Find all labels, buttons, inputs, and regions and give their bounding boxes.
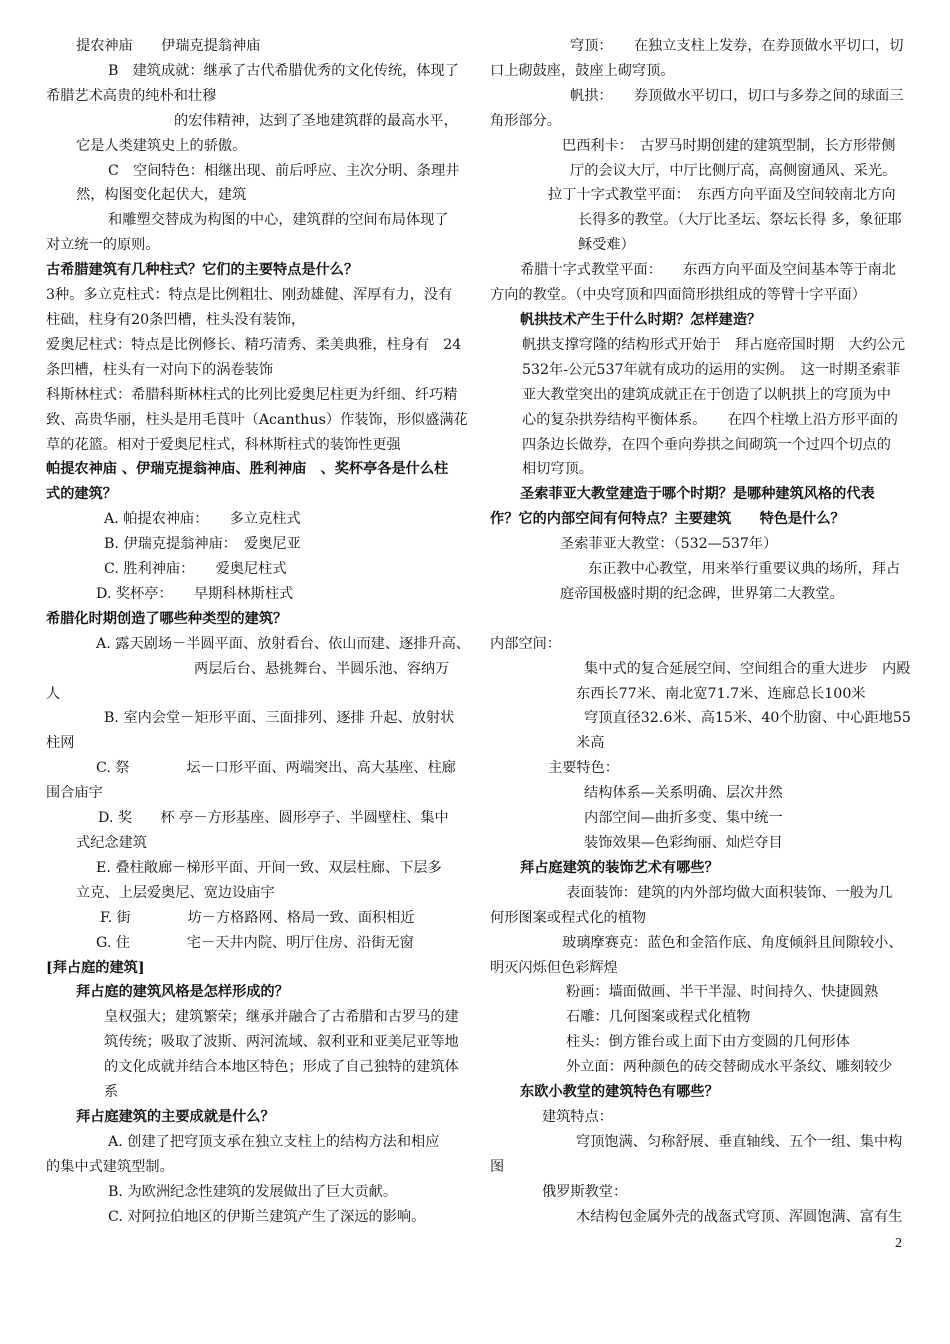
left-text-line: 围合庙宇 xyxy=(46,785,103,802)
left-question-heading: 希腊化时期创造了哪些种类型的建筑？ xyxy=(46,610,288,627)
right-text-line: 玻璃摩赛克：蓝色和金箔作底、角度倾斜且间隙较小、 xyxy=(562,934,903,951)
left-column xyxy=(46,34,470,1230)
left-text-line: D. 奖杯亭： 早期科林斯柱式 xyxy=(96,585,294,602)
right-text-line: 东正教中心教堂，用来举行重要议典的场所，拜占 xyxy=(588,561,901,578)
right-text-line: 明灭闪烁但色彩辉煌 xyxy=(490,959,618,976)
right-text-line: 希腊十字式教堂平面： 东西方向平面及空间基本等于南北 xyxy=(520,262,896,279)
right-text-line: 长得多的教堂。（大厅比圣坛、祭坛长得 多，象征耶 xyxy=(578,212,902,229)
left-text-line: C. 胜利神庙： 爱奥尼柱式 xyxy=(104,561,287,578)
left-text-line: 对立统一的原则。 xyxy=(46,237,160,254)
left-text-line: 条凹槽，柱头有一对向下的涡卷装饰 xyxy=(46,361,274,378)
left-text-line: 然，构图变化起伏大，建筑 xyxy=(76,187,247,204)
right-question-heading: 拜占庭建筑的装饰艺术有哪些？ xyxy=(520,859,719,876)
left-question-heading: 古希腊建筑有几种柱式？它们的主要特点是什么？ xyxy=(46,262,359,279)
left-text-line: 希腊艺术高贵的纯朴和壮穆 xyxy=(46,87,217,104)
left-text-line: E. 叠柱敞廊－梯形平面、开间一致、双层柱廊、下层多 xyxy=(96,859,442,876)
left-text-line: 3种。多立克柱式：特点是比例粗壮、刚劲雄健、浑厚有力，没有 xyxy=(46,287,453,304)
right-text-line: 建筑特点： xyxy=(542,1108,613,1125)
right-text-line: 木结构包金属外壳的战盔式穹顶、浑圆饱满、富有生 xyxy=(576,1208,903,1225)
right-text-line: 心的复杂拱券结构平衡体系。 在四个柱墩上沿方形平面的 xyxy=(522,411,898,428)
right-text-line: 帆拱： 券顶做水平切口，切口与多券之间的球面三 xyxy=(570,87,904,104)
left-question-heading: 拜占庭建筑的主要成就是什么？ xyxy=(76,1108,275,1125)
page-number: 2 xyxy=(895,1236,902,1251)
right-text-line: 角形部分。 xyxy=(490,112,561,129)
right-question-heading: 圣索菲亚大教堂建造于哪个时期？是哪种建筑风格的代表 xyxy=(520,486,875,503)
right-text-line: 厅的会议大厅，中厅比侧厅高，高侧窗通风、采光。 xyxy=(570,162,897,179)
right-question-heading: 作？它的内部空间有何特点？主要建筑 特色是什么？ xyxy=(490,511,845,528)
right-text-line: 巴西利卡： 古罗马时期创建的建筑型制，长方形带侧 xyxy=(562,137,896,154)
left-text-line: A. 帕提农神庙： 多立克柱式 xyxy=(104,511,301,528)
left-text-line: 提农神庙 伊瑞克提翁神庙 xyxy=(76,38,261,54)
right-text-line: 方向的教堂。（中央穹顶和四面筒形拱组成的等臂十字平面） xyxy=(490,287,866,304)
left-text-line: G. 住 宅－天井内院、明厅住房、沿街无窗 xyxy=(96,934,414,951)
right-text-line: 主要特色： xyxy=(548,760,619,777)
left-question-heading: 式的建筑？ xyxy=(46,486,117,503)
left-text-line: 柱网 xyxy=(46,735,75,752)
left-text-line: C. 对阿拉伯地区的伊斯兰建筑产生了深远的影响。 xyxy=(108,1208,426,1225)
right-question-heading: 东欧小教堂的建筑特色有哪些？ xyxy=(520,1084,719,1101)
left-text-line: 和雕塑交替成为构图的中心，建筑群的空间布局体现了 xyxy=(108,212,449,229)
left-text-line: 的宏伟精神，达到了圣地建筑群的最高水平， xyxy=(174,112,458,129)
left-text-line: 筑传统；吸取了波斯、两河流域、叙利亚和亚美尼亚等地 xyxy=(104,1034,459,1051)
left-text-line: 致、高贵华丽，柱头是用毛茛叶（Acanthus）作装饰，形似盛满花 xyxy=(46,411,468,428)
left-text-line: 科斯林柱式：希腊科斯林柱式的比列比爱奥尼柱更为纤细、纤巧精 xyxy=(46,386,458,403)
right-text-line: 图 xyxy=(490,1158,505,1175)
right-text-line: 集中式的复合延展空间、空间组合的重大进步 内殿 xyxy=(584,660,911,677)
right-text-line: 粉画：墙面做画、半干半湿、时间持久、快捷圆熟 xyxy=(566,984,879,1001)
left-text-line: 柱础，柱身有20条凹槽，柱头没有装饰， xyxy=(46,311,306,328)
right-text-line: 内部空间—曲折多变、集中统一 xyxy=(584,810,783,827)
left-text-line: 立克、上层爱奥尼、宽边设庙宇 xyxy=(76,884,275,901)
left-text-line: F. 街 坊－方格路网、格局一致、面积相近 xyxy=(100,909,415,926)
right-text-line: 圣索菲亚大教堂：（532—537年） xyxy=(560,536,778,553)
left-text-line: 人 xyxy=(46,685,61,702)
right-text-line: 俄罗斯教堂： xyxy=(542,1183,628,1200)
right-text-line: 石雕：几何图案或程式化植物 xyxy=(566,1009,751,1026)
left-text-line: B. 为欧洲纪念性建筑的发展做出了巨大贡献。 xyxy=(108,1183,398,1200)
right-column xyxy=(490,34,911,1230)
left-text-line: 的文化成就并结合本地区特色；形成了自己独特的建筑体 xyxy=(104,1059,459,1076)
left-text-line: C. 祭 坛－口形平面、两端突出、高大基座、柱廊 xyxy=(96,760,456,777)
right-text-line xyxy=(490,607,908,632)
left-question-heading: 帕提农神庙 、伊瑞克提翁神庙、胜利神庙 、奖杯亭各是什么柱 xyxy=(46,461,449,478)
right-text-line: 外立面：两种颜色的砖交替砌成水平条纹、雕刻较少 xyxy=(566,1059,893,1076)
right-text-line: 口上砌鼓座，鼓座上砌穹顶。 xyxy=(490,62,675,79)
left-question-heading: 拜占庭的建筑风格是怎样形成的？ xyxy=(76,984,289,1001)
right-text-line: 表面装饰：建筑的内外部均做大面积装饰、一般为几 xyxy=(566,884,893,901)
right-text-line: 相切穹顶。 xyxy=(522,461,593,478)
right-text-line: 拉丁十字式教堂平面： 东西方向平面及空间较南北方向 xyxy=(548,187,896,204)
right-text-line: 柱头：倒方锥台或上面下由方变圆的几何形体 xyxy=(566,1034,850,1051)
right-text-line: 穹顶： 在独立支柱上发券，在券顶做水平切口，切 xyxy=(570,38,904,54)
left-text-line: B 建筑成就：继承了古代希腊优秀的文化传统，体现了 xyxy=(108,62,459,79)
right-text-line: 四条边长做券，在四个垂向券拱之间砌筑一个过四个切点的 xyxy=(522,436,891,453)
right-text-line: 米高 xyxy=(576,735,605,752)
left-text-line: 系 xyxy=(104,1084,119,1101)
right-text-line: 穹顶饱满、匀称舒展、垂直轴线、五个一组、集中构 xyxy=(576,1133,903,1150)
left-text-line: 皇权强大；建筑繁荣；继承并融合了古希腊和古罗马的建 xyxy=(104,1009,459,1026)
right-text-line: 帆拱支撑穹隆的结构形式开始于 拜占庭帝国时期 大约公元 xyxy=(522,336,906,353)
left-text-line: 爱奥尼柱式：特点是比例修长、精巧清秀、柔美典雅，柱身有 24 xyxy=(46,336,462,353)
left-text-line: 两层后台、悬挑舞台、半圆乐池、容纳万 xyxy=(194,660,450,677)
right-question-heading: 帆拱技术产生于什么时期？怎样建造？ xyxy=(520,311,762,328)
right-text-line: 稣受难） xyxy=(578,237,635,254)
left-text-line: 草的花篮。相对于爱奥尼柱式，科林斯柱式的装饰性更强 xyxy=(46,436,401,453)
left-text-line: 式纪念建筑 xyxy=(76,835,147,851)
right-text-line: 穹顶直径32.6米、高15米、40个肋窗、中心距地55 xyxy=(584,710,911,727)
right-text-line: 532年-公元537年就有成功的运用的实例。 这一时期圣索菲 xyxy=(522,361,901,378)
right-text-line: 内部空间： xyxy=(490,635,561,652)
left-text-line: B. 室内会堂－矩形平面、三面排列、逐排 升起、放射状 xyxy=(104,710,455,727)
left-text-line: D. 奖 杯 亭－方形基座、圆形亭子、半圆壁柱、集中 xyxy=(98,810,449,827)
right-text-line: 庭帝国极盛时期的纪念碑，世界第二大教堂。 xyxy=(560,585,844,602)
right-text-line: 装饰效果—色彩绚丽、灿烂夺目 xyxy=(584,835,783,851)
right-text-line: 东西长77米、南北宽71.7米、连廊总长100米 xyxy=(576,685,866,702)
right-text-line: 亚大教堂突出的建筑成就正在于创造了以帆拱上的穹顶为中 xyxy=(522,386,891,403)
right-text-line: 何形图案或程式化的植物 xyxy=(490,909,647,926)
left-text-line: 它是人类建筑史上的骄傲。 xyxy=(76,137,247,154)
left-text-line: B. 伊瑞克提翁神庙： 爱奥尼亚 xyxy=(104,536,301,553)
left-text-line: 的集中式建筑型制。 xyxy=(46,1158,174,1175)
left-text-line: A. 创建了把穹顶支承在独立支柱上的结构方法和相应 xyxy=(108,1133,440,1150)
left-question-heading: [拜占庭的建筑] xyxy=(46,959,145,976)
left-text-line: C 空间特色：相继出现、前后呼应、主次分明、条理井 xyxy=(108,162,460,179)
left-text-line: A. 露天剧场－半圆平面、放射看台、依山而建、逐排升高、 xyxy=(96,635,470,652)
right-text-line: 结构体系—关系明确、层次井然 xyxy=(584,785,783,802)
